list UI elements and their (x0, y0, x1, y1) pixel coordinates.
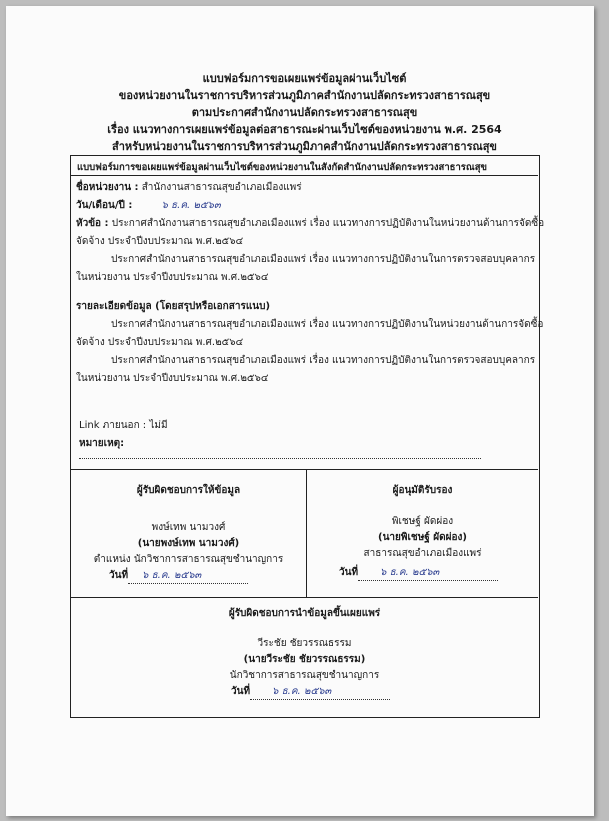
link-label: Link ภายนอก : ไม่มี (79, 420, 168, 431)
publisher-date-value: ๖ ธ.ค. ๒๕๖๓ (272, 686, 332, 697)
detail-2a: ประกาศสำนักงานสาธารณสุขอำเภอเมืองแพร่ เรื่อง แนวทางการปฏิบัติงานในการตรวจสอบบุคลากร (111, 355, 536, 366)
date-value: ๖ ธ.ค. ๒๕๖๓ (161, 200, 221, 211)
publisher-name: (นายวีระชัย ชัยวรรณธรรม) (243, 654, 366, 665)
agency-value: สำนักงานสาธารณสุขอำเภอเมืองแพร่ (141, 182, 302, 193)
topic-2b: ในหน่วยงาน ประจำปีงบประมาณ พ.ศ.๒๕๖๔ (76, 272, 269, 283)
note-dotted-line (79, 458, 481, 459)
topic-label: หัวข้อ : (76, 218, 109, 229)
header-line-3: ตามประกาศสำนักงานปลัดกระทรวงสาธารณสุข (191, 106, 418, 119)
provider-title: ผู้รับผิดชอบการให้ข้อมูล (136, 485, 241, 496)
header-line-4: เรื่อง แนวทางการเผยแพร่ข้อมูลต่อสาธารณะผ่านเว็บไซต์ของหน่วยงาน พ.ศ. 2564 (107, 123, 502, 136)
approver-date-label: วันที่ (339, 567, 359, 578)
date-row (76, 198, 221, 213)
title-divider (71, 175, 538, 176)
topic-1a: ประกาศสำนักงานสาธารณสุขอำเภอเมืองแพร่ เรื่อง แนวทางการปฏิบัติงานในหน่วยงานด้านการจัดซื้อ (111, 218, 545, 229)
topic-line-1 (76, 216, 544, 231)
approver-date-row (339, 565, 498, 581)
header-line-2: ของหน่วยงานในราชการบริหารส่วนภูมิภาคสำนักงานปลัดกระทรวงสาธารณสุข (118, 89, 491, 102)
publisher-position: นักวิชาการสาธารณสุขชำนาญการ (229, 670, 380, 681)
provider-signature: พงษ์เทพ นามวงศ์ (151, 522, 226, 533)
publisher-signature: วีระชัย ชัยวรรณธรรม (257, 638, 352, 649)
signers-top-divider (71, 469, 538, 470)
provider-name: (นายพงษ์เทพ นามวงศ์) (137, 538, 240, 549)
publisher-date-row (231, 684, 390, 700)
agency-row (76, 180, 302, 195)
header-line-1: แบบฟอร์มการขอเผยแพร่ข้อมูลผ่านเว็บไซต์ (202, 72, 407, 85)
publisher-date-label: วันที่ (231, 686, 251, 697)
detail-label: รายละเอียดข้อมูล (โดยสรุปหรือเอกสารแนบ) (76, 301, 271, 312)
approver-name: (นายพิเชษฐ์ ผัดผ่อง) (378, 532, 467, 543)
approver-position: สาธารณสุขอำเภอเมืองแพร่ (363, 548, 482, 559)
note-label: หมายเหตุ: (79, 438, 125, 449)
approver-title: ผู้อนุมัติรับรอง (392, 485, 453, 496)
provider-date-row (109, 568, 248, 584)
detail-1b: จัดจ้าง ประจำปีงบประมาณ พ.ศ.๒๕๖๔ (76, 337, 244, 348)
provider-date-value: ๖ ธ.ค. ๒๕๖๓ (142, 570, 202, 581)
date-label: วัน/เดือน/ปี : (76, 200, 133, 211)
form-box (70, 155, 545, 718)
detail-1a: ประกาศสำนักงานสาธารณสุขอำเภอเมืองแพร่ เรื่อง แนวทางการปฏิบัติงานในหน่วยงานด้านการจัดซื้อ (111, 319, 544, 330)
provider-date-label: วันที่ (109, 570, 129, 581)
header-line-5: สำหรับหน่วยงานในราชการบริหารส่วนภูมิภาคสำนักงานปลัดกระทรวงสาธารณสุข (112, 140, 497, 153)
publisher-title: ผู้รับผิดชอบการนำข้อมูลขึ้นเผยแพร่ (228, 608, 381, 619)
agency-label: ชื่อหน่วยงาน : (76, 182, 139, 193)
detail-2b: ในหน่วยงาน ประจำปีงบประมาณ พ.ศ.๒๕๖๔ (76, 373, 269, 384)
topic-2a: ประกาศสำนักงานสาธารณสุขอำเภอเมืองแพร่ เรื่อง แนวทางการปฏิบัติงานในการตรวจสอบบุคลากร (111, 254, 536, 265)
provider-position: ตำแหน่ง นักวิชาการสาธารณสุขชำนาญการ (93, 554, 284, 565)
approver-signature: พิเชษฐ์ ผัดผ่อง (391, 516, 454, 527)
approver-date-value: ๖ ธ.ค. ๒๕๖๓ (380, 567, 440, 578)
form-box-title: แบบฟอร์มการขอเผยแพร่ข้อมูลผ่านเว็บไซต์ของหน่วยงานในสังกัดสำนักงานปลัดกระทรวงสาธารณสุข (77, 162, 488, 173)
publisher-divider (71, 597, 538, 598)
topic-1b: จัดจ้าง ประจำปีงบประมาณ พ.ศ.๒๕๖๔ (76, 236, 244, 247)
